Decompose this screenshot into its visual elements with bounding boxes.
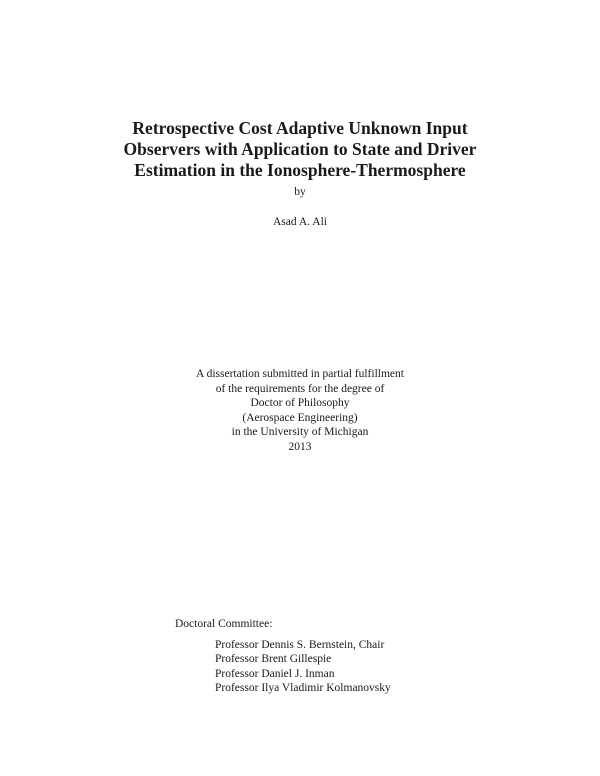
title-line-3: Estimation in the Ionosphere-Thermosphere (134, 160, 466, 180)
statement-line-1: A dissertation submitted in partial fulfillment (196, 368, 404, 380)
committee-member: Professor Daniel J. Inman (215, 667, 335, 680)
title-line-1: Retrospective Cost Adaptive Unknown Input (132, 118, 468, 138)
committee-list (215, 638, 391, 695)
statement-line-4: (Aerospace Engineering) (242, 411, 358, 424)
statement-line-3: Doctor of Philosophy (250, 397, 350, 409)
by-label: by (294, 186, 306, 198)
committee-member: Professor Ilya Vladimir Kolmanovsky (215, 681, 391, 694)
dissertation-title (0, 118, 600, 181)
committee-member: Professor Dennis S. Bernstein, Chair (215, 639, 385, 651)
statement-line-5: in the University of Michigan (231, 426, 369, 438)
degree-statement (0, 367, 600, 454)
author-name: Asad A. Ali (273, 216, 327, 228)
statement-line-2: of the requirements for the degree of (215, 382, 385, 395)
committee-heading: Doctoral Committee: (175, 618, 273, 630)
committee-member: Professor Brent Gillespie (215, 653, 332, 666)
title-line-2: Observers with Application to State and Driver (123, 139, 477, 159)
statement-year: 2013 (288, 440, 312, 453)
